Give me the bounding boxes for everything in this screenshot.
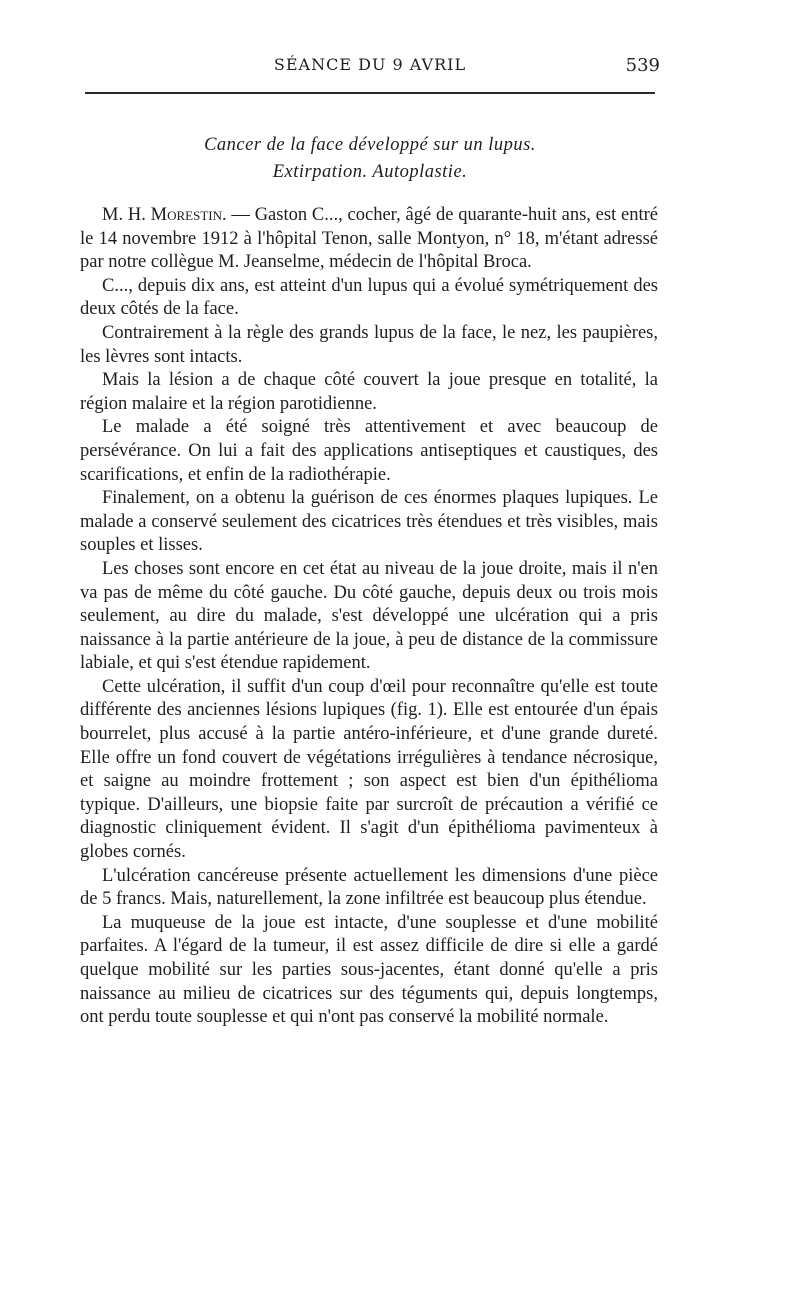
body-text bbox=[80, 204, 658, 1030]
paragraph: L'ulcération cancéreuse présente actuellement les dimensions d'une pièce de 5 francs. Mais, naturellement, la zone infiltrée est beaucoup plus étendue. bbox=[80, 865, 658, 910]
running-header bbox=[80, 55, 660, 79]
paragraph: Contrairement à la règle des grands lupus de la face, le nez, les paupières, les lèvres sont intacts. bbox=[80, 322, 658, 367]
paragraph bbox=[80, 204, 658, 275]
article-title bbox=[80, 132, 660, 186]
article-title-line-1: Cancer de la face développé sur un lupus. bbox=[204, 135, 536, 155]
paragraph: C..., depuis dix ans, est atteint d'un lupus qui a évolué symétriquement des deux côtés de la face. bbox=[80, 275, 658, 320]
paragraph: Finalement, on a obtenu la guérison de ces énormes plaques lupiques. Le malade a conservé seulement des cicatrices très étendues et très visibles, mais souples et lisses. bbox=[80, 488, 658, 556]
author-name: M. H. Morestin. bbox=[102, 205, 227, 225]
paragraph: La muqueuse de la joue est intacte, d'une souplesse et d'une mobilité parfaites. A l'égard de la tumeur, il est assez difficile de dire si elle a gardé quelque mobilité sur les parties sous-jacentes, étant donné qu'elle a pris naissance au milieu de cicatrices sur des téguments qui, depuis longtemps, ont perdu toute souplesse et qui n'ont pas conservé la mobilité normale. bbox=[80, 912, 658, 1028]
paragraph: Le malade a été soigné très attentivement et avec beaucoup de persévérance. On lui a fait des applications antiseptiques et caustiques, des scarifications, et enfin de la radiothérapie. bbox=[80, 417, 658, 485]
running-title: SÉANCE DU 9 AVRIL bbox=[273, 55, 467, 74]
article-title-line-2: Extirpation. Autoplastie. bbox=[272, 162, 468, 182]
page-number: 539 bbox=[625, 55, 660, 76]
header-rule bbox=[85, 92, 655, 94]
paragraph: Cette ulcération, il suffit d'un coup d'œil pour reconnaître qu'elle est toute différente des anciennes lésions lupiques (fig. 1). Elle est entourée d'un épais bourrelet, plus accusé à la partie antéro-inférieure, et d'une grande dureté. Elle offre un fond couvert de végétations irrégulières à tendance nécrosique, et saigne au moindre frottement ; son aspect est bien d'un épithélioma typique. D'ailleurs, une biopsie faite par surcroît de précaution a vérifié ce diagnostic cliniquement évident. Il s'agit d'un épithélioma pavimenteux à globes cornés. bbox=[80, 676, 658, 863]
paragraph: Mais la lésion a de chaque côté couvert la joue presque en totalité, la région malaire et la région parotidienne. bbox=[80, 370, 658, 414]
paragraph: Les choses sont encore en cet état au niveau de la joue droite, mais il n'en va pas de même du côté gauche. Du côté gauche, depuis deux ou trois mois seulement, au dire du malade, s'est développé une ulcération qui a pris naissance à la partie antérieure de la joue, à peu de distance de la commissure labiale, et qui s'est étendue rapidement. bbox=[80, 558, 658, 674]
paragraph-text: — Gaston C..., cocher, âgé de quarante-huit ans, est entré le 14 novembre 1912 à l'hôpital Tenon, salle Montyon, n° 18, m'étant adressé par notre collègue M. Jeanselme, médecin de l'hôpital Broca. bbox=[80, 205, 658, 273]
